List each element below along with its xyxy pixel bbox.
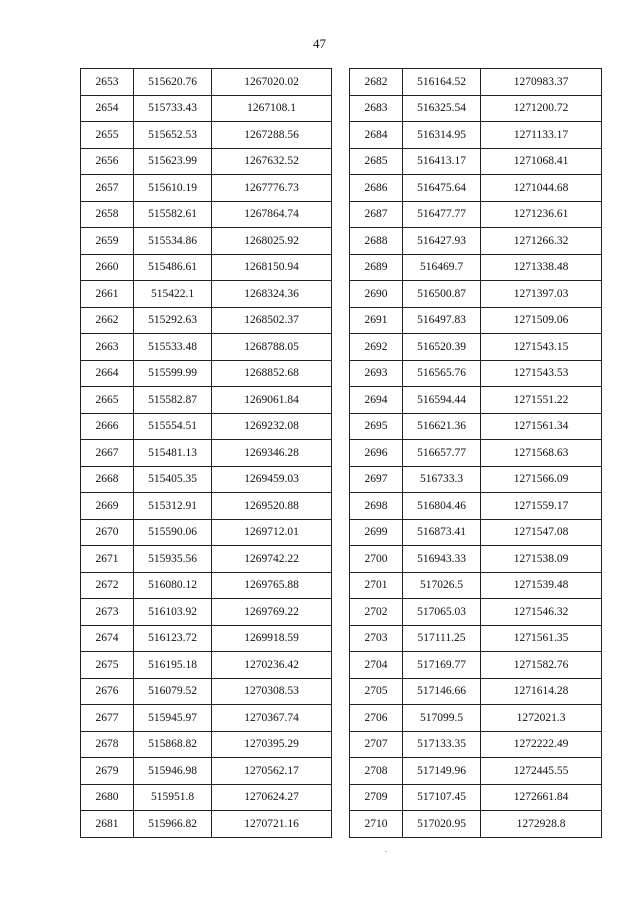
table-row bbox=[81, 519, 332, 546]
y-coordinate-cell: 1271044.68 bbox=[481, 175, 602, 202]
y-coordinate-cell: 1271547.08 bbox=[481, 519, 602, 546]
point-number-cell: 2686 bbox=[350, 175, 403, 202]
point-number-cell: 2689 bbox=[350, 254, 403, 281]
x-coordinate-cell: 515590.06 bbox=[134, 519, 212, 546]
table-row bbox=[350, 625, 602, 652]
y-coordinate-cell: 1269918.59 bbox=[212, 625, 332, 652]
table-row bbox=[350, 122, 602, 149]
x-coordinate-cell: 517133.35 bbox=[403, 731, 481, 758]
x-coordinate-cell: 517111.25 bbox=[403, 625, 481, 652]
y-coordinate-cell: 1271559.17 bbox=[481, 493, 602, 520]
x-coordinate-cell: 515486.61 bbox=[134, 254, 212, 281]
y-coordinate-cell: 1269232.08 bbox=[212, 413, 332, 440]
y-coordinate-cell: 1267632.52 bbox=[212, 148, 332, 175]
table-row bbox=[350, 95, 602, 122]
x-coordinate-cell: 516565.76 bbox=[403, 360, 481, 387]
y-coordinate-cell: 1269765.88 bbox=[212, 572, 332, 599]
y-coordinate-cell: 1269520.88 bbox=[212, 493, 332, 520]
table-row bbox=[350, 493, 602, 520]
point-number-cell: 2675 bbox=[81, 652, 134, 679]
point-number-cell: 2653 bbox=[81, 69, 134, 96]
y-coordinate-cell: 1267864.74 bbox=[212, 201, 332, 228]
point-number-cell: 2655 bbox=[81, 122, 134, 149]
point-number-cell: 2663 bbox=[81, 334, 134, 361]
y-coordinate-cell: 1270236.42 bbox=[212, 652, 332, 679]
x-coordinate-cell: 516477.77 bbox=[403, 201, 481, 228]
point-number-cell: 2700 bbox=[350, 546, 403, 573]
point-number-cell: 2659 bbox=[81, 228, 134, 255]
x-coordinate-cell: 517020.95 bbox=[403, 811, 481, 838]
y-coordinate-cell: 1269459.03 bbox=[212, 466, 332, 493]
point-number-cell: 2661 bbox=[81, 281, 134, 308]
x-coordinate-cell: 517149.96 bbox=[403, 758, 481, 785]
y-coordinate-cell: 1269346.28 bbox=[212, 440, 332, 467]
point-number-cell: 2710 bbox=[350, 811, 403, 838]
point-number-cell: 2699 bbox=[350, 519, 403, 546]
x-coordinate-cell: 516804.46 bbox=[403, 493, 481, 520]
point-number-cell: 2683 bbox=[350, 95, 403, 122]
table-row bbox=[81, 599, 332, 626]
point-number-cell: 2684 bbox=[350, 122, 403, 149]
point-number-cell: 2657 bbox=[81, 175, 134, 202]
x-coordinate-cell: 516195.18 bbox=[134, 652, 212, 679]
x-coordinate-cell: 517099.5 bbox=[403, 705, 481, 732]
table-row bbox=[81, 69, 332, 96]
x-coordinate-cell: 516413.17 bbox=[403, 148, 481, 175]
point-number-cell: 2682 bbox=[350, 69, 403, 96]
x-coordinate-cell: 516733.3 bbox=[403, 466, 481, 493]
y-coordinate-cell: 1271133.17 bbox=[481, 122, 602, 149]
y-coordinate-cell: 1270562.17 bbox=[212, 758, 332, 785]
y-coordinate-cell: 1271200.72 bbox=[481, 95, 602, 122]
table-row bbox=[81, 360, 332, 387]
table-row bbox=[81, 758, 332, 785]
x-coordinate-cell: 515652.53 bbox=[134, 122, 212, 149]
scan-speck bbox=[385, 851, 387, 852]
point-number-cell: 2676 bbox=[81, 678, 134, 705]
table-row bbox=[81, 228, 332, 255]
y-coordinate-cell: 1272661.84 bbox=[481, 784, 602, 811]
table-row bbox=[81, 493, 332, 520]
y-coordinate-cell: 1270308.53 bbox=[212, 678, 332, 705]
table-row bbox=[350, 678, 602, 705]
point-number-cell: 2703 bbox=[350, 625, 403, 652]
y-coordinate-cell: 1272222.49 bbox=[481, 731, 602, 758]
table-row bbox=[350, 360, 602, 387]
table-row bbox=[350, 731, 602, 758]
x-coordinate-cell: 515966.82 bbox=[134, 811, 212, 838]
x-coordinate-cell: 516475.64 bbox=[403, 175, 481, 202]
y-coordinate-cell: 1271546.32 bbox=[481, 599, 602, 626]
x-coordinate-cell: 515422.1 bbox=[134, 281, 212, 308]
point-number-cell: 2705 bbox=[350, 678, 403, 705]
y-coordinate-cell: 1272021.3 bbox=[481, 705, 602, 732]
x-coordinate-cell: 517169.77 bbox=[403, 652, 481, 679]
table-row bbox=[350, 705, 602, 732]
y-coordinate-cell: 1271551.22 bbox=[481, 387, 602, 414]
x-coordinate-cell: 515623.99 bbox=[134, 148, 212, 175]
x-coordinate-cell: 516325.54 bbox=[403, 95, 481, 122]
y-coordinate-cell: 1271561.35 bbox=[481, 625, 602, 652]
point-number-cell: 2680 bbox=[81, 784, 134, 811]
x-coordinate-cell: 515582.87 bbox=[134, 387, 212, 414]
y-coordinate-cell: 1271543.53 bbox=[481, 360, 602, 387]
x-coordinate-cell: 516520.39 bbox=[403, 334, 481, 361]
point-number-cell: 2681 bbox=[81, 811, 134, 838]
x-coordinate-cell: 516080.12 bbox=[134, 572, 212, 599]
point-number-cell: 2708 bbox=[350, 758, 403, 785]
table-row bbox=[81, 281, 332, 308]
point-number-cell: 2709 bbox=[350, 784, 403, 811]
table-body bbox=[81, 69, 332, 838]
y-coordinate-cell: 1267108.1 bbox=[212, 95, 332, 122]
table-row bbox=[81, 413, 332, 440]
point-number-cell: 2704 bbox=[350, 652, 403, 679]
y-coordinate-cell: 1270624.27 bbox=[212, 784, 332, 811]
x-coordinate-cell: 515945.97 bbox=[134, 705, 212, 732]
coordinates-table-left bbox=[80, 68, 332, 838]
x-coordinate-cell: 517107.45 bbox=[403, 784, 481, 811]
point-number-cell: 2672 bbox=[81, 572, 134, 599]
table-row bbox=[81, 440, 332, 467]
table-row bbox=[81, 705, 332, 732]
table-row bbox=[81, 546, 332, 573]
table-row bbox=[350, 572, 602, 599]
x-coordinate-cell: 515733.43 bbox=[134, 95, 212, 122]
table-row bbox=[350, 334, 602, 361]
y-coordinate-cell: 1269769.22 bbox=[212, 599, 332, 626]
y-coordinate-cell: 1269061.84 bbox=[212, 387, 332, 414]
y-coordinate-cell: 1270721.16 bbox=[212, 811, 332, 838]
point-number-cell: 2664 bbox=[81, 360, 134, 387]
table-row bbox=[81, 201, 332, 228]
table-row bbox=[350, 254, 602, 281]
point-number-cell: 2697 bbox=[350, 466, 403, 493]
y-coordinate-cell: 1272445.55 bbox=[481, 758, 602, 785]
point-number-cell: 2656 bbox=[81, 148, 134, 175]
y-coordinate-cell: 1268852.68 bbox=[212, 360, 332, 387]
table-row bbox=[81, 334, 332, 361]
point-number-cell: 2674 bbox=[81, 625, 134, 652]
table-row bbox=[81, 625, 332, 652]
table-row bbox=[350, 69, 602, 96]
x-coordinate-cell: 515620.76 bbox=[134, 69, 212, 96]
point-number-cell: 2696 bbox=[350, 440, 403, 467]
y-coordinate-cell: 1271561.34 bbox=[481, 413, 602, 440]
coordinates-table-right bbox=[349, 68, 602, 838]
point-number-cell: 2691 bbox=[350, 307, 403, 334]
table-row bbox=[350, 175, 602, 202]
x-coordinate-cell: 516469.7 bbox=[403, 254, 481, 281]
x-coordinate-cell: 515610.19 bbox=[134, 175, 212, 202]
table-row bbox=[81, 678, 332, 705]
y-coordinate-cell: 1271397.03 bbox=[481, 281, 602, 308]
x-coordinate-cell: 516873.41 bbox=[403, 519, 481, 546]
x-coordinate-cell: 517065.03 bbox=[403, 599, 481, 626]
y-coordinate-cell: 1270983.37 bbox=[481, 69, 602, 96]
y-coordinate-cell: 1269712.01 bbox=[212, 519, 332, 546]
point-number-cell: 2693 bbox=[350, 360, 403, 387]
x-coordinate-cell: 517026.5 bbox=[403, 572, 481, 599]
x-coordinate-cell: 516497.83 bbox=[403, 307, 481, 334]
point-number-cell: 2668 bbox=[81, 466, 134, 493]
point-number-cell: 2677 bbox=[81, 705, 134, 732]
x-coordinate-cell: 515582.61 bbox=[134, 201, 212, 228]
table-row bbox=[81, 811, 332, 838]
x-coordinate-cell: 515935.56 bbox=[134, 546, 212, 573]
y-coordinate-cell: 1268150.94 bbox=[212, 254, 332, 281]
y-coordinate-cell: 1271539.48 bbox=[481, 572, 602, 599]
point-number-cell: 2695 bbox=[350, 413, 403, 440]
x-coordinate-cell: 515312.91 bbox=[134, 493, 212, 520]
point-number-cell: 2694 bbox=[350, 387, 403, 414]
point-number-cell: 2671 bbox=[81, 546, 134, 573]
y-coordinate-cell: 1267288.56 bbox=[212, 122, 332, 149]
point-number-cell: 2679 bbox=[81, 758, 134, 785]
table-row bbox=[81, 148, 332, 175]
x-coordinate-cell: 516079.52 bbox=[134, 678, 212, 705]
y-coordinate-cell: 1270367.74 bbox=[212, 705, 332, 732]
y-coordinate-cell: 1267776.73 bbox=[212, 175, 332, 202]
table-row bbox=[350, 652, 602, 679]
table-body bbox=[350, 69, 602, 838]
x-coordinate-cell: 515405.35 bbox=[134, 466, 212, 493]
x-coordinate-cell: 516594.44 bbox=[403, 387, 481, 414]
x-coordinate-cell: 516621.36 bbox=[403, 413, 481, 440]
table-row bbox=[350, 440, 602, 467]
point-number-cell: 2678 bbox=[81, 731, 134, 758]
table-row bbox=[81, 307, 332, 334]
point-number-cell: 2673 bbox=[81, 599, 134, 626]
table-row bbox=[81, 784, 332, 811]
table-row bbox=[350, 758, 602, 785]
x-coordinate-cell: 516164.52 bbox=[403, 69, 481, 96]
table-row bbox=[81, 95, 332, 122]
point-number-cell: 2690 bbox=[350, 281, 403, 308]
x-coordinate-cell: 516500.87 bbox=[403, 281, 481, 308]
point-number-cell: 2670 bbox=[81, 519, 134, 546]
y-coordinate-cell: 1271266.32 bbox=[481, 228, 602, 255]
point-number-cell: 2701 bbox=[350, 572, 403, 599]
table-row bbox=[81, 254, 332, 281]
point-number-cell: 2658 bbox=[81, 201, 134, 228]
y-coordinate-cell: 1268788.05 bbox=[212, 334, 332, 361]
point-number-cell: 2660 bbox=[81, 254, 134, 281]
y-coordinate-cell: 1271568.63 bbox=[481, 440, 602, 467]
table-row bbox=[81, 387, 332, 414]
table-row bbox=[350, 546, 602, 573]
x-coordinate-cell: 515292.63 bbox=[134, 307, 212, 334]
y-coordinate-cell: 1272928.8 bbox=[481, 811, 602, 838]
table-row bbox=[350, 519, 602, 546]
y-coordinate-cell: 1268502.37 bbox=[212, 307, 332, 334]
x-coordinate-cell: 517146.66 bbox=[403, 678, 481, 705]
x-coordinate-cell: 515534.86 bbox=[134, 228, 212, 255]
table-row bbox=[350, 307, 602, 334]
table-row bbox=[350, 148, 602, 175]
x-coordinate-cell: 515533.48 bbox=[134, 334, 212, 361]
table-row bbox=[81, 122, 332, 149]
y-coordinate-cell: 1271538.09 bbox=[481, 546, 602, 573]
y-coordinate-cell: 1271566.09 bbox=[481, 466, 602, 493]
y-coordinate-cell: 1268025.92 bbox=[212, 228, 332, 255]
point-number-cell: 2665 bbox=[81, 387, 134, 414]
table-row bbox=[350, 784, 602, 811]
x-coordinate-cell: 516427.93 bbox=[403, 228, 481, 255]
x-coordinate-cell: 515946.98 bbox=[134, 758, 212, 785]
x-coordinate-cell: 515868.82 bbox=[134, 731, 212, 758]
table-row bbox=[350, 413, 602, 440]
point-number-cell: 2698 bbox=[350, 493, 403, 520]
point-number-cell: 2688 bbox=[350, 228, 403, 255]
page-number: 47 bbox=[313, 36, 326, 51]
table-row bbox=[81, 572, 332, 599]
table-row bbox=[350, 387, 602, 414]
point-number-cell: 2702 bbox=[350, 599, 403, 626]
x-coordinate-cell: 515599.99 bbox=[134, 360, 212, 387]
x-coordinate-cell: 516943.33 bbox=[403, 546, 481, 573]
point-number-cell: 2692 bbox=[350, 334, 403, 361]
y-coordinate-cell: 1271543.15 bbox=[481, 334, 602, 361]
y-coordinate-cell: 1269742.22 bbox=[212, 546, 332, 573]
table-row bbox=[350, 281, 602, 308]
table-row bbox=[81, 652, 332, 679]
x-coordinate-cell: 516123.72 bbox=[134, 625, 212, 652]
y-coordinate-cell: 1271068.41 bbox=[481, 148, 602, 175]
table-row bbox=[350, 228, 602, 255]
y-coordinate-cell: 1271338.48 bbox=[481, 254, 602, 281]
point-number-cell: 2687 bbox=[350, 201, 403, 228]
table-row bbox=[350, 599, 602, 626]
y-coordinate-cell: 1271509.06 bbox=[481, 307, 602, 334]
y-coordinate-cell: 1271614.28 bbox=[481, 678, 602, 705]
y-coordinate-cell: 1267020.02 bbox=[212, 69, 332, 96]
table-row bbox=[350, 466, 602, 493]
x-coordinate-cell: 516657.77 bbox=[403, 440, 481, 467]
x-coordinate-cell: 516103.92 bbox=[134, 599, 212, 626]
point-number-cell: 2667 bbox=[81, 440, 134, 467]
table-row bbox=[350, 201, 602, 228]
point-number-cell: 2706 bbox=[350, 705, 403, 732]
y-coordinate-cell: 1271236.61 bbox=[481, 201, 602, 228]
point-number-cell: 2654 bbox=[81, 95, 134, 122]
y-coordinate-cell: 1271582.76 bbox=[481, 652, 602, 679]
table-row bbox=[81, 175, 332, 202]
table-row bbox=[350, 811, 602, 838]
y-coordinate-cell: 1268324.36 bbox=[212, 281, 332, 308]
table-row bbox=[81, 466, 332, 493]
x-coordinate-cell: 515951.8 bbox=[134, 784, 212, 811]
x-coordinate-cell: 516314.95 bbox=[403, 122, 481, 149]
x-coordinate-cell: 515554.51 bbox=[134, 413, 212, 440]
point-number-cell: 2666 bbox=[81, 413, 134, 440]
point-number-cell: 2662 bbox=[81, 307, 134, 334]
point-number-cell: 2669 bbox=[81, 493, 134, 520]
x-coordinate-cell: 515481.13 bbox=[134, 440, 212, 467]
point-number-cell: 2707 bbox=[350, 731, 403, 758]
y-coordinate-cell: 1270395.29 bbox=[212, 731, 332, 758]
table-row bbox=[81, 731, 332, 758]
point-number-cell: 2685 bbox=[350, 148, 403, 175]
